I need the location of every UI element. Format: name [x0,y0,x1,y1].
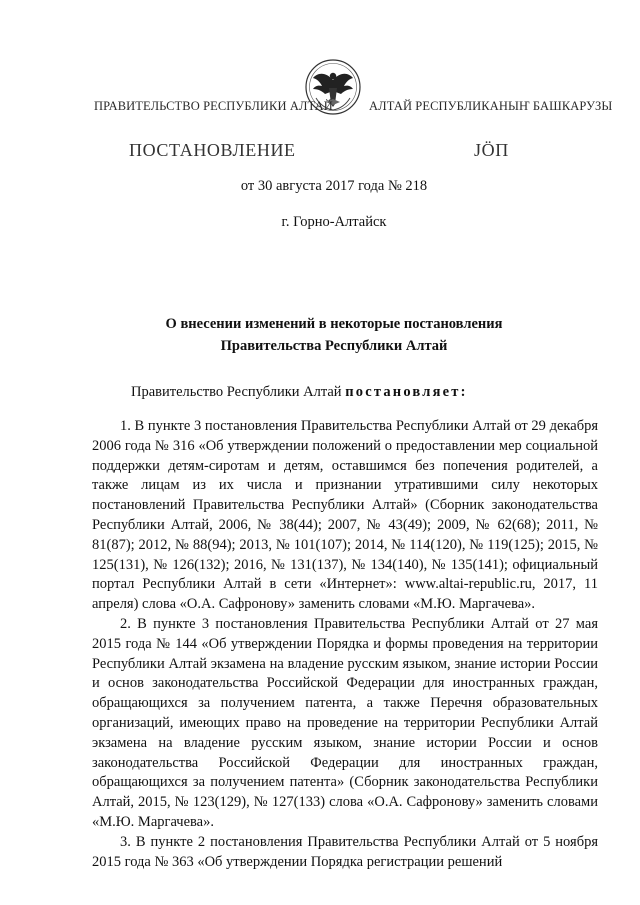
doc-type-altai: ЈӦП [474,140,509,160]
document-date-number: от 30 августа 2017 года № 218 [240,178,428,194]
document-title-line-1: О внесении изменений в некоторые постановления [165,316,503,332]
paragraph-3: 3. В пункте 2 постановления Правительства Республики Алтай от 5 ноября 2015 года № 363 «Об утверждении Порядка регистрации решений [92,833,598,870]
header-right-title: АЛТАЙ РЕСПУБЛИКАНЫҤ БАШКАРУЗЫ [369,99,613,113]
paragraph-2: 2. В пункте 3 постановления Правительства Республики Алтай от 27 мая 2015 года № 144 «Об утверждении Порядка и формы проведения на территории Республики Алтай экзамена на владение русским языком, знание истории России и основ законодательства Российской Федерации для иностранных граждан, обращающихся за получением патента, а также Перечня образовательных организаций, имеющих право на проведение на территории Республики Алтай экзамена на владение русским языком, знание истории России и основ законодательства Российской Федерации для иностранных граждан, обращающихся за получением патента» (Сборник законодательства Республики Алтай, 2015, № 123(129), № 127(133) слова «О.А. Сафронову» заменить словами «М.Ю. Маргачева». [92,615,598,830]
document-title-line-2: Правительства Республики Алтай [220,338,448,354]
preamble-lead: Правительство Республики Алтай [131,384,346,400]
document-title [0,313,640,357]
paragraph-1: 1. В пункте 3 постановления Правительства Республики Алтай от 29 декабря 2006 года № 316 «Об утверждении положений о предоставлении мер социальной поддержки детям-сиротам и детям, оставшимся без попечения родителей, а также лицам из их числа и признании утратившими силу некоторых постановлений Правительства Республики Алтай» (Сборник законодательства Республики Алтай, 2006, № 38(44); 2007, № 43(49); 2009, № 62(68); 2011, № 81(87); 2012, № 88(94); 2013, № 101(107); 2014, № 114(120), № 119(125); 2015, № 125(131), № 126(132); 2016, № 131(137), № 134(140), № 135(141); официальный портал Республики Алтай в сети «Интернет»: www.altai-republic.ru, 2017, 11 апреля) слова «О.А. Сафронову» заменить словами «М.Ю. Маргачева». [92,418,598,613]
header-left-title: ПРАВИТЕЛЬСТВО РЕСПУБЛИКИ АЛТАЙ [94,99,333,113]
preamble [131,384,468,401]
document-body [92,417,598,872]
doc-type-russian: ПОСТАНОВЛЕНИЕ [129,140,296,160]
document-city: г. Горно-Алтайск [281,214,387,230]
preamble-decree-word: постановляет: [345,384,468,400]
